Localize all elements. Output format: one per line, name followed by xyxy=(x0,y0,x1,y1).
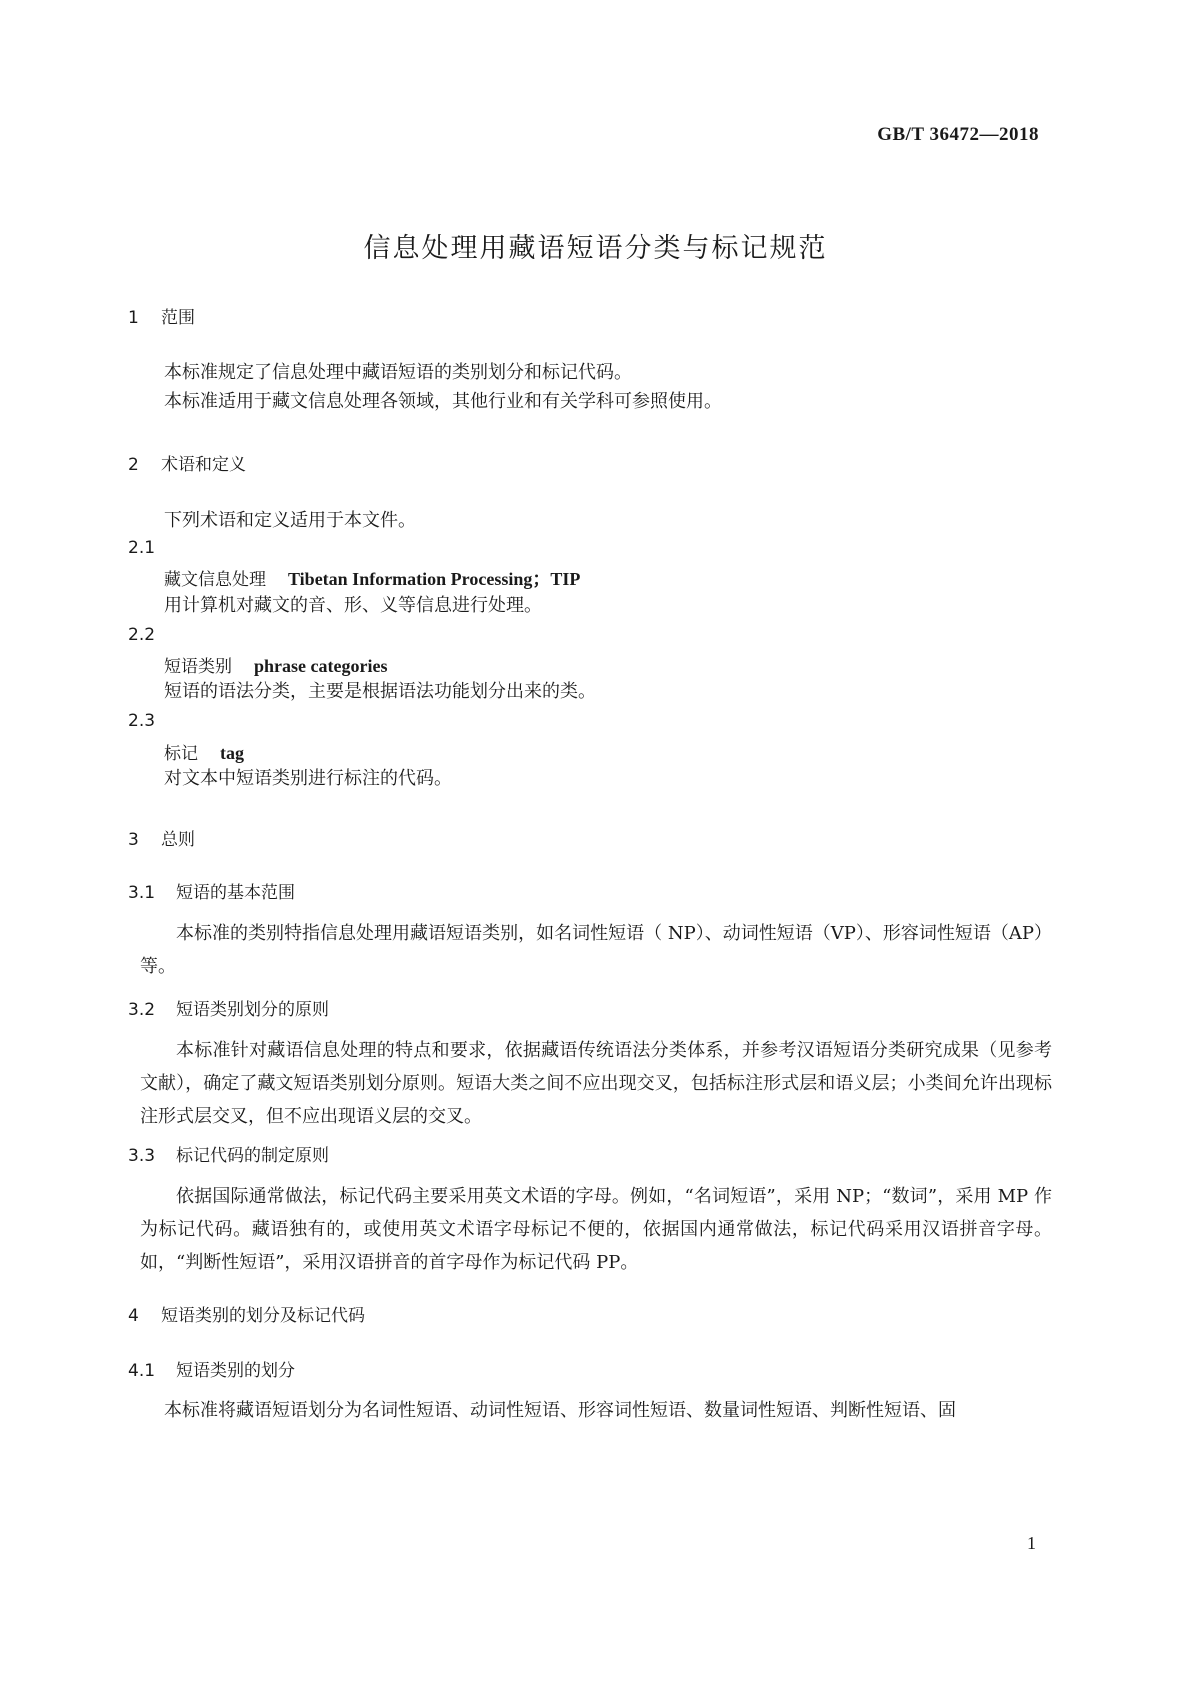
term-number: 2.2 xyxy=(128,625,156,645)
term-heading xyxy=(164,652,387,677)
paragraph: 本标准将藏语短语划分为名词性短语、动词性短语、形容词性短语、数量词性短语、判断性短语、固 xyxy=(164,1400,956,1421)
subsection-number: 4.1 xyxy=(128,1361,156,1381)
section-title: 总则 xyxy=(161,830,195,850)
paragraph: 本标准适用于藏文信息处理各领域，其他行业和有关学科可参照使用。 xyxy=(164,391,722,412)
paragraph-block xyxy=(140,917,1052,983)
subsection-number: 3.3 xyxy=(128,1146,156,1166)
paragraph-block xyxy=(140,1034,1052,1133)
subsection-title: 标记代码的制定原则 xyxy=(176,1146,329,1166)
subsection-3-3-heading xyxy=(128,1141,329,1166)
subsection-3-1-heading xyxy=(128,878,295,903)
term-heading xyxy=(164,565,580,591)
term-definition: 对文本中短语类别进行标注的代码。 xyxy=(164,768,452,789)
section-number: 4 xyxy=(128,1306,139,1326)
term-english: tag xyxy=(220,743,244,763)
term-definition: 短语的语法分类，主要是根据语法功能划分出来的类。 xyxy=(164,681,596,702)
standard-code: GB/T 36472—2018 xyxy=(877,124,1039,145)
section-number: 3 xyxy=(128,830,139,850)
section-number: 1 xyxy=(128,308,139,328)
subsection-number: 3.1 xyxy=(128,883,156,903)
subsection-number: 3.2 xyxy=(128,1000,156,1020)
section-number: 2 xyxy=(128,455,139,475)
subsection-title: 短语类别的划分 xyxy=(176,1361,295,1381)
term-chinese: 标记 xyxy=(164,744,198,764)
section-title: 术语和定义 xyxy=(161,455,246,475)
paragraph: 下列术语和定义适用于本文件。 xyxy=(164,510,416,531)
term-english: phrase categories xyxy=(254,656,388,676)
term-number: 2.3 xyxy=(128,711,156,731)
term-chinese: 藏文信息处理 xyxy=(164,570,266,590)
section-4-heading xyxy=(128,1301,365,1326)
term-english: Tibetan Information Processing；TIP xyxy=(288,569,581,589)
page-number: 1 xyxy=(1027,1533,1036,1553)
section-title: 短语类别的划分及标记代码 xyxy=(161,1306,365,1326)
paragraph: 本标准针对藏语信息处理的特点和要求，依据藏语传统语法分类体系，并参考汉语短语分类研究成果（见参考文献），确定了藏文短语类别划分原则。短语大类之间不应出现交叉，包括标注形式层和语义层；小类间允许出现标注形式层交叉，但不应出现语义层的交叉。 xyxy=(140,1040,1052,1127)
document-title: 信息处理用藏语短语分类与标记规范 xyxy=(363,233,828,264)
section-title: 范围 xyxy=(161,308,195,328)
paragraph-block xyxy=(140,1180,1052,1279)
section-2-heading xyxy=(128,450,246,475)
section-1-heading xyxy=(128,303,195,328)
term-number: 2.1 xyxy=(128,538,156,558)
paragraph: 本标准规定了信息处理中藏语短语的类别划分和标记代码。 xyxy=(164,362,632,383)
paragraph: 依据国际通常做法，标记代码主要采用英文术语的字母。例如，“名词短语”，采用 NP；“数词”，采用 MP 作为标记代码。藏语独有的，或使用英文术语字母标记不便的，依据国内通常做法，标记代码采用汉语拼音字母。如，“判断性短语”，采用汉语拼音的首字母作为标记代码 PP。 xyxy=(140,1186,1052,1273)
subsection-title: 短语类别划分的原则 xyxy=(176,1000,329,1020)
subsection-4-1-heading xyxy=(128,1356,295,1381)
term-heading xyxy=(164,739,244,764)
term-definition: 用计算机对藏文的音、形、义等信息进行处理。 xyxy=(164,595,542,616)
term-chinese: 短语类别 xyxy=(164,657,232,677)
section-3-heading xyxy=(128,825,195,850)
paragraph: 本标准的类别特指信息处理用藏语短语类别，如名词性短语（ NP）、动词性短语（VP）、形容词性短语（AP）等。 xyxy=(140,923,1052,977)
subsection-title: 短语的基本范围 xyxy=(176,883,295,903)
subsection-3-2-heading xyxy=(128,995,329,1020)
